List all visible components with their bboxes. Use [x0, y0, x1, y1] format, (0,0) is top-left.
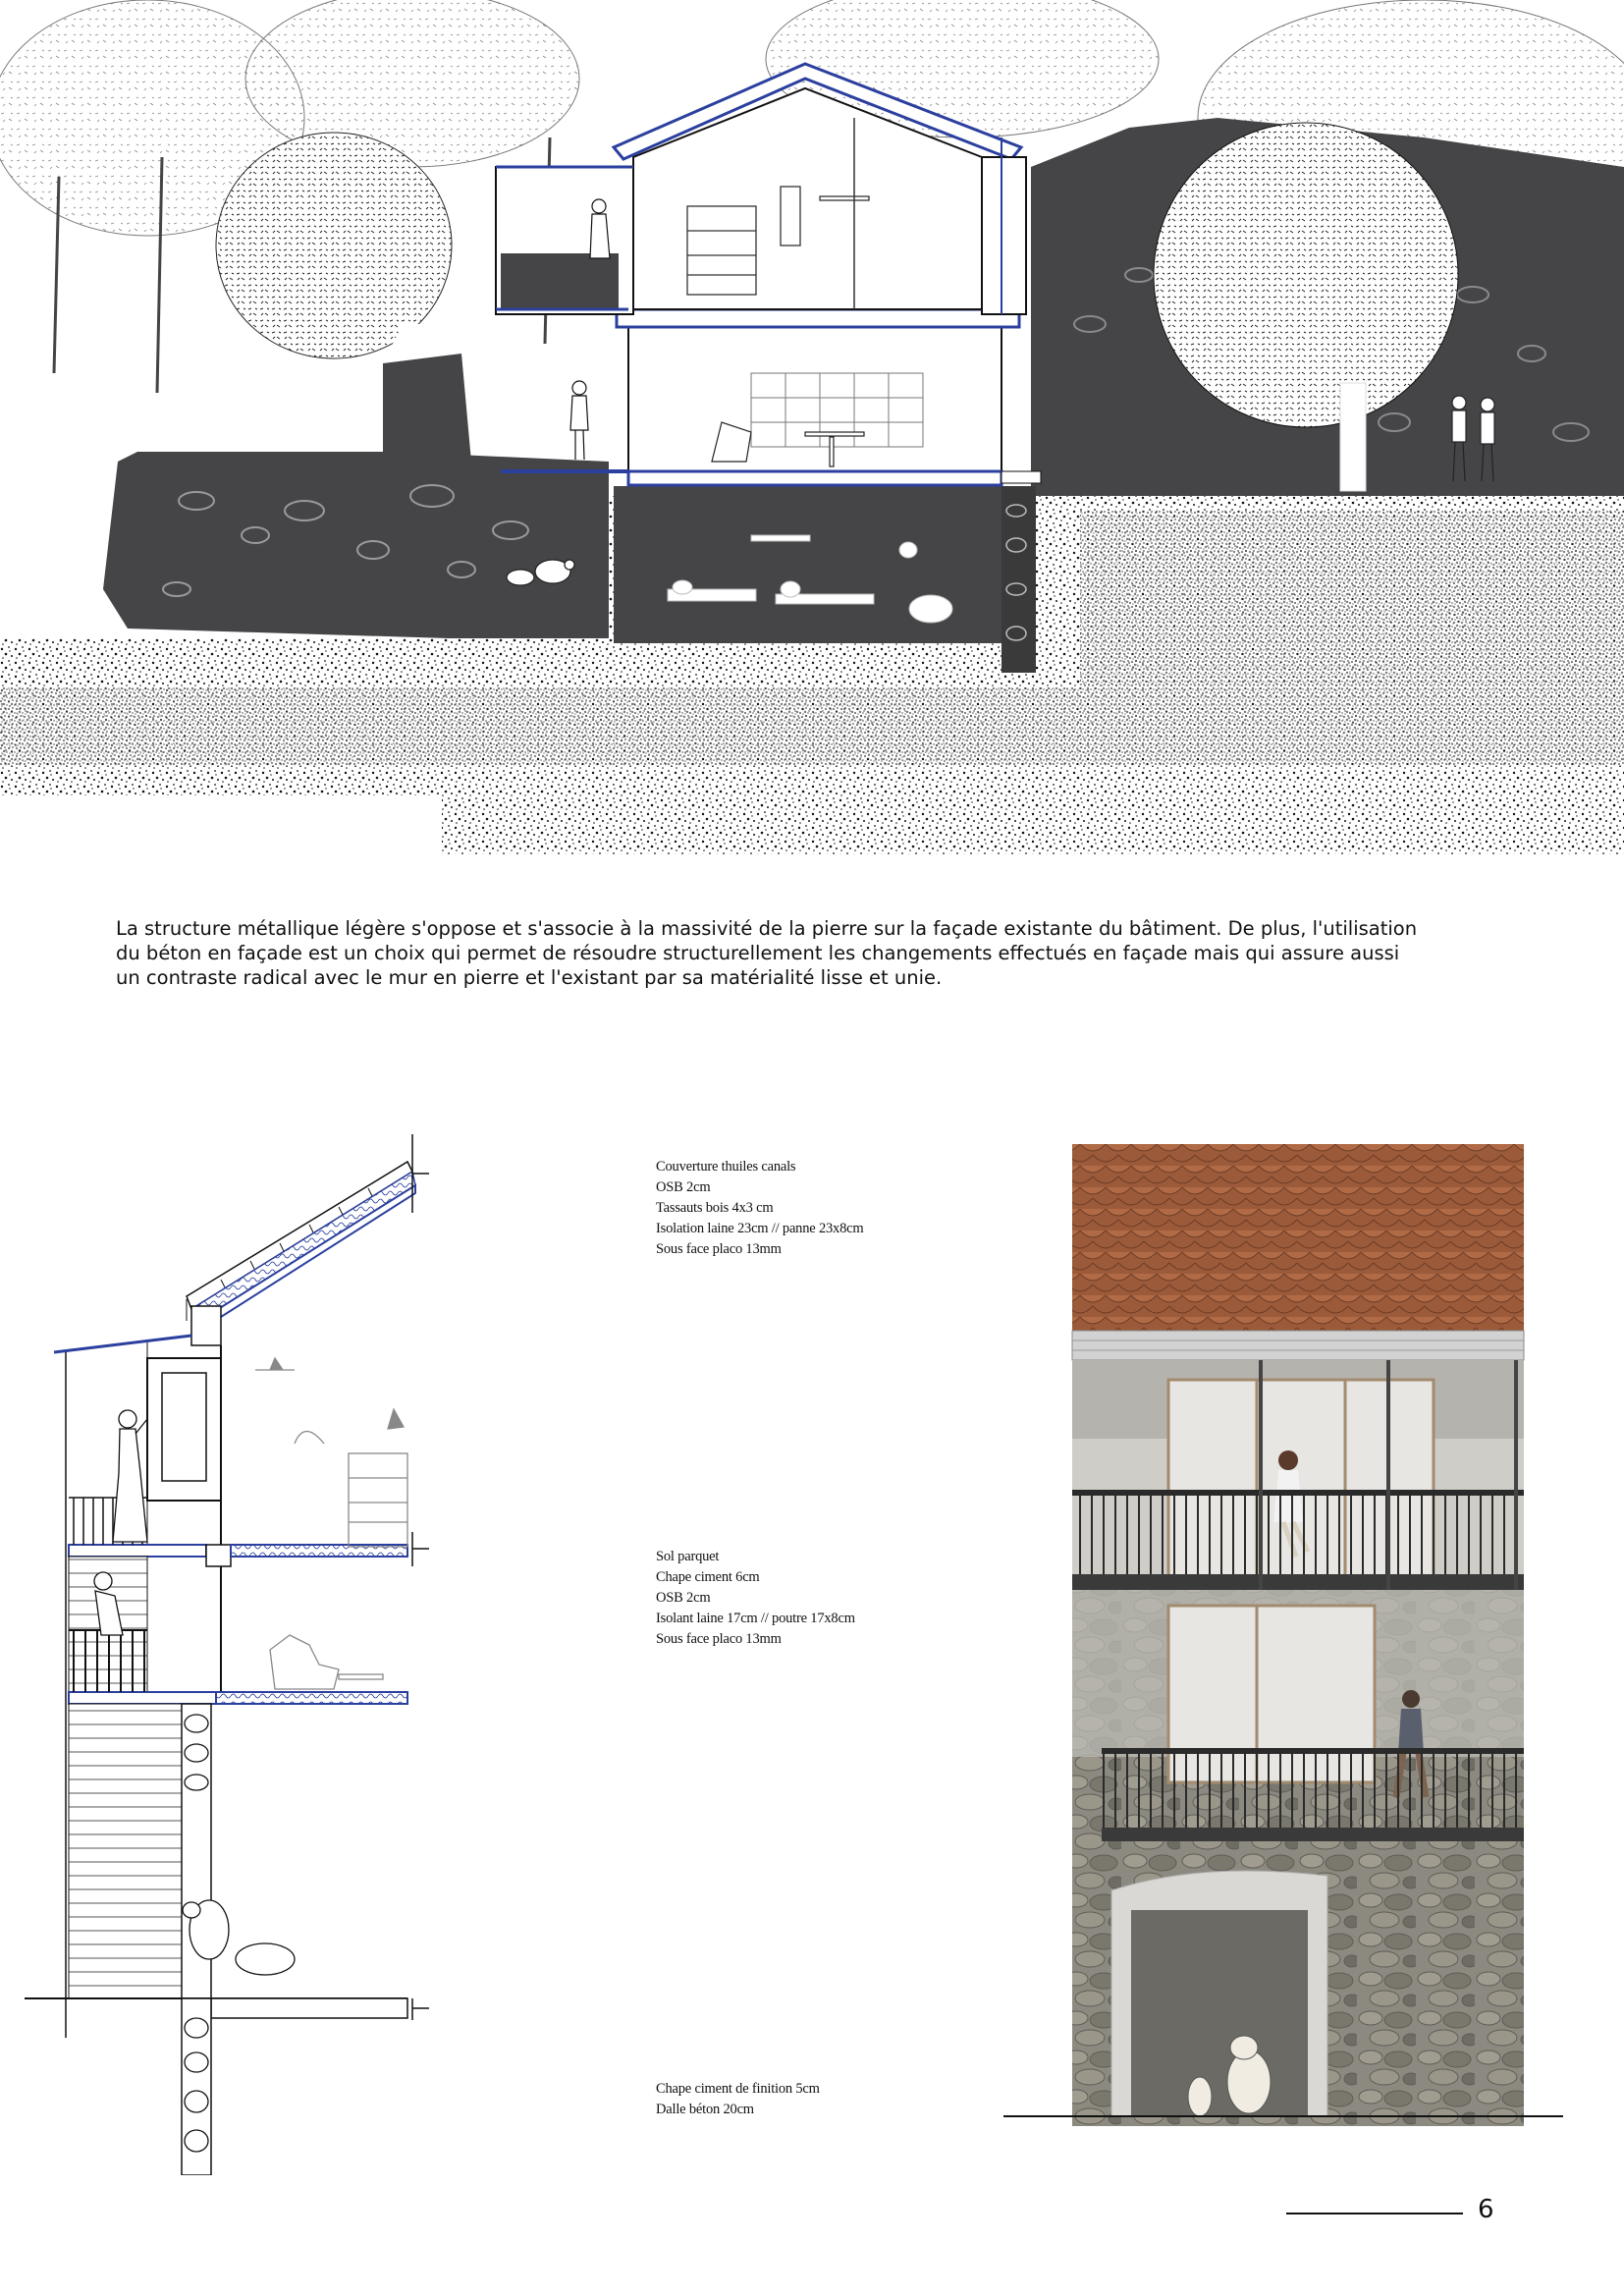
living-room-furniture: [270, 1635, 383, 1689]
page-number-rule: [1286, 2213, 1463, 2214]
floor-note: Sous face placo 13mm: [656, 1631, 782, 1647]
floor-note: Sol parquet: [656, 1549, 720, 1564]
facade-elevation: [1003, 1144, 1563, 2126]
roof-note: Tassauts bois 4x3 cm: [656, 1200, 774, 1216]
roof-note: OSB 2cm: [656, 1179, 711, 1195]
upper-room-furniture: [255, 1358, 407, 1547]
roof-note: Isolation laine 23cm // panne 23x8cm: [656, 1221, 864, 1236]
slab-annotation: [656, 2079, 820, 2120]
description-paragraph: [116, 916, 1520, 990]
floor-note: OSB 2cm: [656, 1590, 711, 1606]
page-number: 6: [1478, 2195, 1494, 2224]
person-ground-icon: [570, 381, 588, 460]
detail-section-drawing: [25, 1134, 633, 2175]
paragraph-line: un contraste radical avec le mur en pierre et l'existant par sa matérialité lisse et unie.: [116, 966, 943, 989]
roof-assembly: [187, 1162, 415, 1331]
slab-note: Dalle béton 20cm: [656, 2102, 754, 2117]
paragraph-line: La structure métallique légère s'oppose et s'associe à la massivité de la pierre sur la façade existante du bâtiment. De plus, l'utilisation: [116, 917, 1418, 940]
floor-note: Isolant laine 17cm // poutre 17x8cm: [656, 1611, 855, 1626]
roof-note: Couverture thuiles canals: [656, 1159, 796, 1175]
roof-annotation: [656, 1157, 863, 1260]
roof-tiles: [1072, 1144, 1524, 1331]
slab-note: Chape ciment de finition 5cm: [656, 2081, 820, 2097]
paragraph-line: du béton en façade est un choix qui permet de résoudre structurellement les changements effectués en façade mais qui assure aussi: [116, 942, 1400, 964]
floor-annotation: [656, 1547, 855, 1650]
woman-upper-icon: [113, 1410, 147, 1542]
landscape-section-drawing: [0, 0, 1624, 854]
roof-note: Sous face placo 13mm: [656, 1241, 782, 1257]
floor-note: Chape ciment 6cm: [656, 1569, 760, 1585]
